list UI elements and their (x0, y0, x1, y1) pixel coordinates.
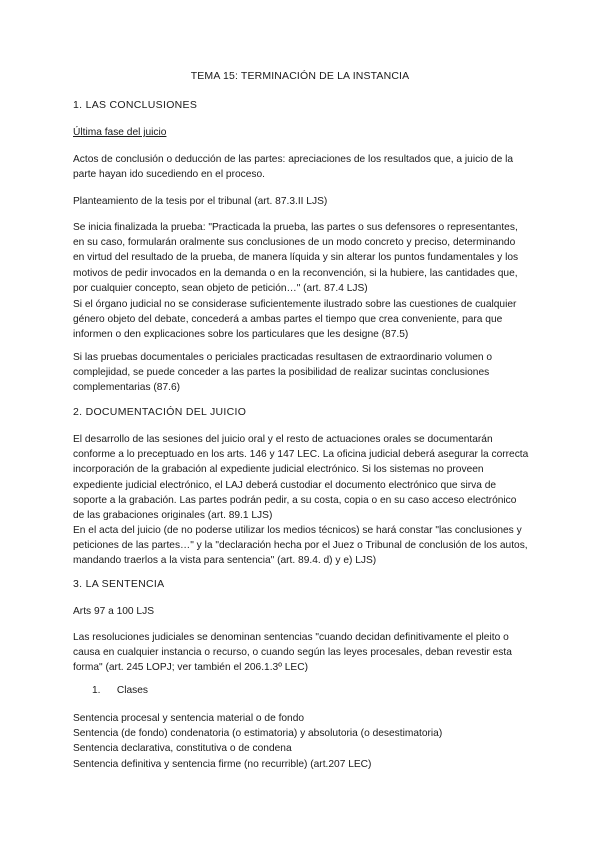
section-3-heading: 3. LA SENTENCIA (73, 578, 165, 590)
sentence-type-line: Sentencia (de fondo) condenatoria (o estimatoria) y absolutoria (o desestimatoria) (73, 728, 443, 740)
section-2-paragraph-2: En el acta del juicio (de no poderse utilizar los medios técnicos) se hará constar "las conclusiones y peticiones de las partes…" y la "declaración hecha por el Juez o Tribunal de conclusión de los autos, mandando traerlos a la vista para sentencia" (art. 89.4. d) y e) LJS) (73, 525, 528, 567)
sentence-type-line: Sentencia declarativa, constitutiva o de condena (73, 743, 292, 755)
section-1-paragraph-5: Si las pruebas documentales o periciales practicadas resultasen de extraordinario volumen o complejidad, se puede conceder a las partes la posibilidad de realizar sucintas conclusiones complementarias (87.6) (73, 352, 493, 394)
section-1-subheading: Última fase del juicio (73, 127, 167, 138)
section-1-paragraph-3: Se inicia finalizada la prueba: "Practicada la prueba, las partes o sus defensores o representantes, en su caso, formularán oralmente sus conclusiones de un modo concreto y preciso, determinando en virtud del resultado de la prueba, de manera líquida y sin alterar los puntos fundamentales y los motivos de pedir invocados en la demanda o en la reconvención, si la hubiere, las cantidades que, por cualquier concepto, sean objeto de petición…" (art. 87.4 LJS) (73, 222, 519, 294)
section-1-paragraph-2: Planteamiento de la tesis por el tribunal (art. 87.3.II LJS) (73, 196, 328, 207)
section-2-paragraph-1: El desarrollo de las sesiones del juicio oral y el resto de actuaciones orales se documentarán conforme a lo preceptuado en los arts. 146 y 147 LEC. La oficina judicial deberá asegurar la correcta incorporación de la grabación al expediente judicial electrónico. Si los sistemas no proveen expediente judicial electrónico, el LAJ deberá custodiar el documento electrónico que sirva de soporte a la grabación. Las partes podrán pedir, a su costa, copia o en su caso acceso electrónico de las grabaciones originales (art. 89.1 LJS) (73, 434, 529, 522)
sentence-type-line: Sentencia procesal y sentencia material o de fondo (73, 713, 305, 724)
sentence-types-list (73, 711, 529, 772)
list-item-clases (92, 685, 148, 696)
section-3-paragraph-1: Arts 97 a 100 LJS (73, 606, 154, 617)
list-label: Clases (116, 685, 148, 696)
section-3-paragraph-2: Las resoluciones judiciales se denominan sentencias "cuando decidan definitivamente el pleito o causa en cualquier instancia o recurso, o cuando según las leyes procesales, deban revestir esta forma" (art. 245 LOPJ; ver también el 206.1.3º LEC) (73, 632, 512, 674)
section-1-paragraph-4: Si el órgano judicial no se considerase suficientemente ilustrado sobre las cuestiones de cualquier género objeto del debate, concederá a ambas partes el tiempo que crea conveniente, para que informen o den explicaciones sobre los particulares que les designe (87.5) (73, 299, 517, 341)
document-title: TEMA 15: TERMINACIÓN DE LA INSTANCIA (190, 70, 410, 82)
list-number: 1. (92, 685, 101, 696)
section-2-heading: 2. DOCUMENTACIÓN DEL JUICIO (73, 406, 247, 418)
sentence-type-line: Sentencia definitiva y sentencia firme (no recurrible) (art.207 LEC) (73, 758, 372, 770)
section-1-heading: 1. LAS CONCLUSIONES (73, 99, 198, 111)
section-1-paragraph-1: Actos de conclusión o deducción de las partes: apreciaciones de los resultados que, a juicio de la parte hayan ido sucediendo en el proceso. (73, 154, 514, 181)
